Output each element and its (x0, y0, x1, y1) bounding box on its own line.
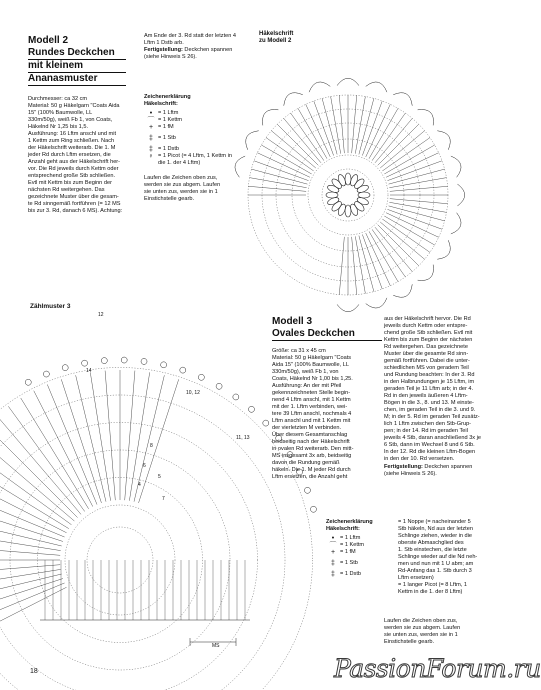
model3-description-line: und Rundung beachten: In der 3. Rd (384, 372, 475, 378)
stitch-line (384, 145, 434, 174)
picot-mark (304, 487, 310, 493)
stitch-line (0, 583, 65, 633)
model3-legend-right-line: Schlinge ziehen, wieder in die (398, 533, 473, 539)
stitch-line (8, 406, 84, 511)
model3-legend-right-line: men und nun mit 1 U abm; am (398, 561, 474, 567)
model2-diagram-label-line: zu Modell 2 (259, 38, 292, 44)
model2-finishing-label: Fertigstellung: (144, 47, 183, 53)
model3-description-line: Rd in den jeweils äußeren 4 Lftm- (384, 393, 468, 399)
model3-legend-row (326, 542, 388, 549)
model3-description-line: nend 4 Lftm anschl, mit 1 Kettm (272, 397, 351, 403)
model3-legend-label: = 1 Dstb (340, 571, 361, 577)
model3-legend-right-line: 1. Stb einstechen, die letzte (398, 547, 467, 553)
model3-description-line: Bögen in die 3., 8. und 13. M einste- (384, 400, 474, 406)
model2-diagram-label-line: Häkelschrift (259, 31, 294, 37)
model2-description-line: te Rd sinngemäß fortführen (= 12 MS (28, 201, 121, 207)
diagram-round (0, 368, 313, 690)
model2-title-line1: Rundes Deckchen (28, 47, 126, 60)
stitch-line (352, 95, 357, 153)
model3-finishing (384, 464, 494, 478)
model2-description-line: Anzahl geht aus der Häkelschrift her- (28, 159, 121, 165)
diagram-round (87, 527, 153, 593)
model2-legend-label: die 1. der 4 Lftm) (158, 160, 201, 166)
model2-description-line: der Häkelschrift weiterarb. Die 1. M (28, 145, 116, 151)
stitch-line (369, 108, 398, 158)
model3-legend-label: = 1 Lftm (340, 535, 361, 541)
model2-legend-row (144, 110, 254, 117)
outer-arch (437, 240, 450, 259)
outer-arch (366, 82, 387, 92)
stitch-line (339, 237, 344, 295)
picot-mark (25, 379, 31, 385)
single-crochet-icon: + (148, 124, 154, 131)
model2-diagram-label (259, 31, 293, 45)
model3-legend-right-line: oberste Abmaschglied des (398, 540, 464, 546)
model3-description-line: in den Halbrundungen je 15 Lftm, im (384, 379, 475, 385)
stitch-line (389, 178, 446, 188)
model2-legend-subtitle: Häkelschrift: (144, 101, 178, 107)
model3-description-line: beidseitig nach der Häkelschrift (272, 439, 350, 445)
model3-legend-right (398, 519, 496, 596)
model3-legend-row (326, 560, 388, 567)
model3-description-line: in ovalen Rd weiterarb. Den mitt- (272, 446, 354, 452)
model3-description-line: tere 39 Lftm anschl, nochmals 4 (272, 411, 352, 417)
model3-description-line: Über diesem Gesamtanschlag (272, 432, 348, 438)
model3-legend-row (326, 571, 388, 578)
chart-label: 14 (86, 368, 92, 374)
stitch-line (382, 219, 430, 252)
model3-description-line: aus der Häkelschrift hervor. Die Rd (384, 316, 471, 322)
stitch-line (389, 202, 446, 212)
model3-description-line: Größe: ca 31 x 45 cm (272, 348, 326, 354)
center-petal (330, 200, 343, 213)
diagram-round (0, 423, 258, 690)
model3-description-line: chend große Stb schließen. Evtl mit (384, 330, 473, 336)
model3-legend-right-line: = 1 langer Picot (= 8 Lftm, 1 (398, 582, 468, 588)
model3-description-line: in den der 10. Rd versetzen. (384, 456, 455, 462)
model2-reading-note-line: Einstichstelle gearb. (144, 196, 195, 202)
chart-label: 4 (138, 482, 141, 488)
picot-mark (198, 374, 204, 380)
stitch-line (0, 501, 63, 541)
model3-description-right (384, 316, 494, 463)
stitch-line (372, 229, 405, 277)
picot-mark (62, 365, 68, 371)
model3-legend-right-line: Lftm ersetzen) (398, 575, 434, 581)
model3-finishing-label: Fertigstellung: (384, 464, 423, 470)
model3-legend-subtitle: Häkelschrift: (326, 526, 360, 532)
diagram-round (322, 169, 374, 221)
model3-description-line: chen, im geraden Teil in die 3. und 9. (384, 407, 476, 413)
stitch-line (0, 545, 60, 555)
model3-description-line: Rd weitergehen. Das gezeichnete (384, 344, 468, 350)
model2-description-line: 1 Kettm zum Ring schließen. Nach (28, 138, 115, 144)
center-petal (353, 177, 366, 190)
outer-arch (393, 93, 412, 106)
model2-description-line: Evtl mit Kettm bis zum Beginn der (28, 180, 112, 186)
outer-arch (451, 156, 461, 177)
model2-legend-row (144, 117, 254, 124)
model2-legend-label: = 1 Stb (158, 135, 176, 141)
chain-icon: • (331, 535, 335, 542)
picot-mark (101, 358, 107, 364)
model3-legend-label: = 1 fM (340, 549, 356, 555)
model2-description-line: 330m/50g), weiß Fb 1, von Coats, (28, 117, 113, 123)
model3-description-line: Muster über die gesamte Rd sinn- (384, 351, 469, 357)
pattern-label: Zählmuster 3 (30, 303, 71, 310)
model3-description-line: häkeln. Die 1. M jeder Rd durch (272, 467, 351, 473)
picot-mark (180, 367, 186, 373)
stitch-line (298, 108, 327, 158)
slip-stitch-icon: ⌒ (329, 542, 337, 549)
stitch-line (378, 225, 419, 266)
stitch-line (0, 437, 74, 521)
picot-mark (43, 371, 49, 377)
model2-finishing-text: Deckchen spannen (184, 47, 233, 53)
stitch-line (266, 138, 314, 171)
stitch-line (339, 95, 344, 153)
model3-description-line: gemäß fortführen. Dabei die unter- (384, 358, 470, 364)
chain-icon: • (149, 110, 153, 117)
model2-legend-title: Zeichenerklärung (144, 94, 191, 100)
model3-label: Modell 3 (272, 316, 313, 327)
outer-arch (309, 82, 330, 92)
model2-description-line: bis zur 3. Rd, danach 6 MS). Achtung: (28, 208, 123, 214)
stitch-line (389, 169, 445, 184)
stitch-line (0, 461, 69, 529)
model2-description-line: vor. Die Rd jeweils durch Kettm oder (28, 166, 119, 172)
stitch-line (139, 379, 179, 503)
model3-legend-right-line: = 1 Noppe (= nacheinander 5 (398, 519, 471, 525)
model3-description-line: lich 1 Lftm zwischen den Stb-Grup- (384, 421, 472, 427)
model2-description-line: Ausführung: 16 Lftm anschl und mit (28, 131, 116, 137)
model2-legend-label: = 1 Lftm (158, 110, 179, 116)
diagram-round (308, 155, 388, 235)
model2-legend-label: = 1 Dstb (158, 146, 179, 152)
chart-label: 10, 12 (186, 390, 200, 396)
outer-arch (418, 265, 434, 281)
chart-label: MS (212, 643, 220, 649)
stitch-line (251, 169, 307, 184)
chart-label: 5 (158, 474, 161, 480)
model3-title: Ovales Deckchen (272, 328, 382, 341)
chart-label: 11, 13 (236, 435, 250, 441)
stitch-line (384, 216, 434, 245)
outer-arch (366, 298, 387, 308)
model3-legend-title: Zeichenerklärung (326, 519, 373, 525)
outer-arch (393, 284, 412, 297)
treble-crochet-icon: ‡ (331, 571, 335, 578)
model3-description-line: Lftm ersetzen, die Anzahl geht (272, 474, 348, 480)
stitch-line (21, 398, 89, 509)
stitch-line (250, 178, 307, 188)
stitch-line (372, 113, 405, 161)
model2-description-line: Häkelnd Nr 1,25 bis 1,5. (28, 124, 89, 130)
slip-stitch-icon: ⌒ (147, 117, 155, 124)
stitch-line (261, 145, 311, 174)
chart-label: 12 (98, 312, 104, 318)
diagram-round (65, 505, 175, 615)
stitch-line (355, 236, 365, 293)
model2-legend-row (144, 135, 254, 142)
stitch-line (125, 371, 135, 501)
model3-description-line: jeweils durch Kettm oder entspre- (384, 323, 468, 329)
chart-label: 6 (143, 463, 146, 469)
stitch-line (322, 98, 337, 154)
double-crochet-icon: ‡ (149, 135, 153, 142)
stitch-line (378, 124, 419, 165)
outer-arch (437, 131, 450, 150)
picot-mark (121, 357, 127, 363)
model2-legend-label: = 1 fM (158, 124, 174, 130)
model2-finishing-ref: (siehe Hinweis S 26). (144, 54, 197, 60)
model2-description-line: Material: 50 g Häkelgarn "Coats Aida (28, 103, 120, 109)
picot-mark (248, 406, 254, 412)
model2-description (28, 96, 134, 215)
chart-label: 7 (162, 496, 165, 502)
stitch-line (352, 237, 357, 295)
treble-crochet-icon: ‡ (149, 146, 153, 153)
stitch-line (389, 206, 445, 221)
picot-icon: ♀ (148, 153, 154, 160)
model3-legend (326, 519, 388, 578)
model3-description-line: jeweils 4 Stb, daran anschließend 3x je (384, 435, 482, 441)
model2-col2-line: Am Ende der 3. Rd statt der letzten 4 (144, 33, 237, 39)
model2-legend-row (144, 146, 254, 153)
model2-description-line: Durchmesser: ca 32 cm (28, 96, 88, 102)
model3-description-line: Material: 50 g Häkelgarn "Coats (272, 355, 352, 361)
model3-reading-note (384, 618, 494, 646)
model2-reading-note-line: werden sie zus abgem. Laufen (144, 182, 221, 188)
stitch-line (0, 448, 71, 524)
model3-description-line: 330m/50g), weiß Fb 1, von (272, 369, 339, 375)
model3-legend-label: = 1 Stb (340, 560, 358, 566)
model3-legend-right-line: Schlinge wieder auf die Nd neh- (398, 554, 478, 560)
model2-description-line: jeder Rd durch Lftm ersetzen, die (28, 152, 111, 158)
model3-reading-note-line: Laufen die Zeichen oben zus, (384, 618, 458, 624)
stitch-line (277, 124, 318, 165)
picot-mark (82, 360, 88, 366)
stitch-line (105, 371, 115, 501)
model3-description-line: M; in der 5. Rd im geraden Teil zusätz- (384, 414, 480, 420)
stitch-line (47, 384, 97, 504)
model3-legend-row (326, 549, 388, 556)
model3-reading-note-line: werden sie zus abgem. Laufen (384, 625, 461, 631)
model3-finishing-ref: (siehe Hinweis S 26). (384, 471, 437, 477)
double-crochet-icon: ‡ (331, 560, 335, 567)
model3-description-line: MS insgesamt 3x arb, beidseitig (272, 453, 352, 459)
stitch-line (382, 138, 430, 171)
model2-legend-row (144, 153, 254, 160)
model3-description-left (272, 348, 380, 481)
model2-legend-row (144, 160, 254, 167)
model3-legend-right-line: Stb häkeln, Nd aus der letzten (398, 526, 473, 532)
stitch-line (359, 98, 374, 154)
model2-reading-note-line: sie unten zus, werden sie in 1 (144, 189, 218, 195)
center-petal (353, 200, 366, 213)
stitch-line (0, 579, 63, 619)
model3-description-line: der vierletzten M verbinden. (272, 425, 342, 431)
stitch-line (291, 113, 324, 161)
page-number: 18 (30, 668, 38, 675)
model2-col2 (144, 33, 254, 61)
picot-mark (161, 362, 167, 368)
model3-description-line: schiedlichen MS von geradem Teil (384, 365, 469, 371)
model2-title-line3: Ananasmuster (28, 73, 126, 86)
watermark-logo: PassionForum.ru (334, 654, 541, 683)
model3-description-line: 6 Stb, dann im Wechsel 8 und 6 Stb. (384, 442, 475, 448)
model3-description-line: In der 12. Rd die kleinen Lftm-Bogen (384, 449, 476, 455)
model3-description-line: Kettm bis zum Beginn der nächsten (384, 337, 473, 343)
outer-arch (451, 213, 461, 234)
picot-mark (310, 506, 316, 512)
model3-legend-row (326, 535, 388, 542)
model3-description-line: Coats, Häkelnd Nr 1,00 bis 1,25. (272, 376, 353, 382)
model3-description-line: pen; in der 14. Rd im geraden Teil (384, 428, 468, 434)
model3-description-line: mit der 1. Lftm verbinden, wei- (272, 404, 348, 410)
model2-legend-row (144, 124, 254, 131)
outer-arch (284, 93, 303, 106)
model2-description-line: 15" (100% Baumwolle, LL (28, 110, 93, 116)
outer-arch (337, 78, 359, 85)
stitch-line (76, 375, 106, 501)
model3-description-line: geraden Teil je 11 Lftm arb; in der 4. (384, 386, 474, 392)
picot-mark (216, 383, 222, 389)
model3-legend-right-line: Rd-Anfang das 1. Stb durch 3 (398, 568, 472, 574)
model3-description-line: Lftm anschl und mit 1 Kettm mit (272, 418, 351, 424)
model2-description-line: gezeichnete Muster über die gesam- (28, 194, 119, 200)
model3-legend-label: = 1 Kettm (340, 542, 365, 548)
model3-reading-note-line: Einstichstelle gearb. (384, 639, 435, 645)
stitch-line (248, 186, 306, 191)
model2-legend-label: = 1 Kettm (158, 117, 183, 123)
model2-title (28, 47, 126, 86)
outer-arch (418, 110, 434, 126)
chart-label: 8 (150, 443, 153, 449)
model2-description-line: nächsten Rd weitergehen. Das (28, 187, 105, 193)
model3-description-line: Ausführung: An der mit Pfeil (272, 383, 342, 389)
model2-description-line: entsprechend große Stb schließen. (28, 173, 116, 179)
model3-finishing-text: Deckchen spannen (424, 464, 473, 470)
stitch-line (369, 231, 398, 281)
model2-legend (144, 94, 254, 203)
stitch-line (331, 97, 341, 154)
stitch-line (359, 236, 374, 292)
model2-reading-note-line: Laufen die Zeichen oben zus, (144, 175, 218, 181)
single-crochet-icon: + (330, 549, 336, 556)
stitch-line (390, 199, 448, 204)
model2-title-line2: mit kleinem (28, 60, 126, 73)
stitch-line (390, 186, 448, 191)
model3-description-line: davon die Rundung gemäß (272, 460, 340, 466)
outer-arch (337, 304, 359, 311)
model3-legend-right-line: Kettm in die 1. der 8 Lftm) (398, 589, 463, 595)
model3-description-line: gekennzeichneten Stelle begin- (272, 390, 351, 396)
model3-reading-note-line: sie unten zus, werden sie in 1 (384, 632, 458, 638)
stitch-line (355, 97, 365, 154)
picot-mark (233, 394, 239, 400)
model2-col2-line: Lftm 1 Dstb arb. (144, 40, 184, 46)
outer-arch (457, 184, 464, 206)
picot-mark (141, 358, 147, 364)
stitch-line (0, 565, 60, 575)
picot-mark (263, 420, 269, 426)
model2-legend-label: = 1 Picot (= 4 Lftm, 1 Kettm in (158, 153, 232, 159)
stitch-line (90, 372, 110, 500)
model3-description-line: Aida 15" (100% Baumwolle, LL (272, 362, 349, 368)
outer-arch (263, 110, 279, 126)
model2-label: Modell 2 (28, 35, 69, 46)
center-petal (330, 177, 343, 190)
